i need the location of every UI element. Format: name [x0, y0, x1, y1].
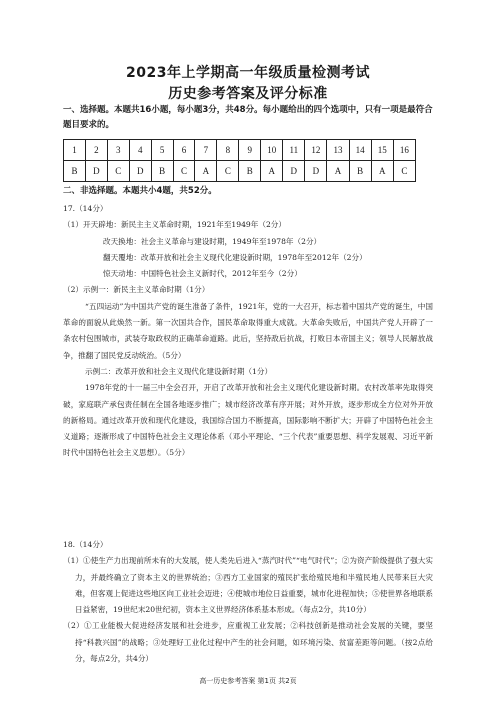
question-number: 12 [305, 140, 327, 161]
page-footer: 高一历史参考答案 第1页 共2页 [199, 677, 297, 685]
exam-subtitle: 历史参考答案及评分标准 [168, 86, 328, 102]
question-number: 8 [217, 140, 239, 161]
answer-table-number-row [64, 140, 416, 161]
answer-letter: B [151, 161, 173, 182]
answer-letter: D [85, 161, 107, 182]
q17-part2-example1-label: （2）示例一：新民主主义革命时期（1分） [63, 285, 210, 295]
q17-part2-example1-text: “五四运动”为中国共产党的诞生准备了条件，1921年，党的一大召开，标志着中国共产党的诞生，中国革命的面貌从此焕然一新。第一次国共合作，国民革命取得重大成就。大革命失败后，中国共产党人开辟了一条农村包围城市，武装夺取政权的正确革命道路。此后，坚持敌后抗战，打败日本帝国主义；领导人民解放战争，推翻了国民党反动统治。（5分） [63, 301, 433, 360]
question-17 [63, 201, 433, 462]
answer-letter: B [349, 161, 371, 182]
answer-letter: A [261, 161, 283, 182]
answer-table [63, 139, 416, 182]
question-number: 14 [349, 140, 371, 161]
question-number: 7 [195, 140, 217, 161]
q17-part2-example2-label: 示例二：改革开放和社会主义现代化建设新时期（1分） [85, 366, 273, 376]
q17-part1-line1: （1）开天辟地：新民主主义革命时期，1921年至1949年（2分） [63, 220, 286, 230]
q17-heading: 17.（14分） [63, 204, 108, 213]
question-number: 11 [283, 140, 305, 161]
q18-part1-text: （1）①使生产力出现前所未有的大发展，使人类先后进入“蒸汽时代”“电气时代”；②为资产阶级提供了强大实力，并最终确立了资本主义的世界统治；③西方工业国家的殖民扩张给殖民地和半殖民地人民带来巨大灾难，但客观上促进这些地区向工业社会迈进；④使城市地位日益重要，城市化进程加快；⑤使世界各地联系日益紧密，19世纪末20世纪初，资本主义世界经济体系基本形成。（每点2分，共10分） [63, 556, 433, 615]
section1-heading: 一、选择题。本题共16小题，每小题3分，共48分。每小题给出的四个选项中，只有一项是最符合题目要求的。 [63, 105, 433, 130]
question-number: 5 [151, 140, 173, 161]
answer-letter: D [283, 161, 305, 182]
answer-letter: C [393, 161, 415, 182]
question-number: 2 [85, 140, 107, 161]
exam-title: 2023年上学期高一年级质量检测考试 [126, 65, 370, 81]
answer-letter: D [129, 161, 151, 182]
q17-part1-line2: 改天换地：社会主义革命与建设时期，1949年至1978年（2分） [103, 236, 322, 246]
q17-part2-example2-text: 1978年党的十一届三中全会召开，开启了改革开放和社会主义现代化建设新时期。农村改革率先取得突破，家庭联产承包责任制在全国各地逐步推广；城市经济改革有序开展；对外开放，逐步形成全方位对外开放的新格局。通过改革开放和现代化建设，我国综合国力不断提高，国际影响不断扩大；开辟了中国特色社会主义道路；逐渐形成了中国特色社会主义理论体系（邓小平理论、“三个代表”重要思想、科学发展观、习近平新时代中国特色社会主义思想）。（5分） [63, 383, 433, 458]
answer-letter: D [305, 161, 327, 182]
question-number: 9 [239, 140, 261, 161]
question-number: 10 [261, 140, 283, 161]
q17-part1-line3: 翻天覆地：改革开放和社会主义现代化建设新时期，1978年至2012年（2分） [103, 252, 367, 262]
section2-heading: 二、非选择题。本题共小4题，共52分。 [63, 186, 217, 196]
answer-letter: A [195, 161, 217, 182]
question-number: 13 [327, 140, 349, 161]
answer-letter: B [64, 161, 86, 182]
question-18 [63, 537, 433, 667]
question-number: 3 [107, 140, 129, 161]
question-number: 15 [371, 140, 393, 161]
answer-table-answer-row [64, 161, 416, 182]
question-number: 16 [393, 140, 415, 161]
question-number: 6 [173, 140, 195, 161]
answer-letter: B [239, 161, 261, 182]
answer-letter: A [327, 161, 349, 182]
answer-letter: C [217, 161, 239, 182]
answer-letter: C [173, 161, 195, 182]
q17-part1-line4: 惊天动地：中国特色社会主义新时代，2012年至今（2分） [103, 269, 302, 279]
answer-letter: A [371, 161, 393, 182]
q18-heading: 18.（14分） [63, 540, 108, 549]
q18-part2-text: （2）①工业能极大促进经济发展和社会进步，应重视工业发展；②科技创新是推动社会发展的关键，要坚持“科教兴国”的战略；③处理好工业化过程中产生的社会问题，如环境污染、贫富差距等问题。（按2点给分，每点2分，共4分） [63, 621, 433, 664]
question-number: 4 [129, 140, 151, 161]
question-number: 1 [64, 140, 86, 161]
answer-letter: C [107, 161, 129, 182]
